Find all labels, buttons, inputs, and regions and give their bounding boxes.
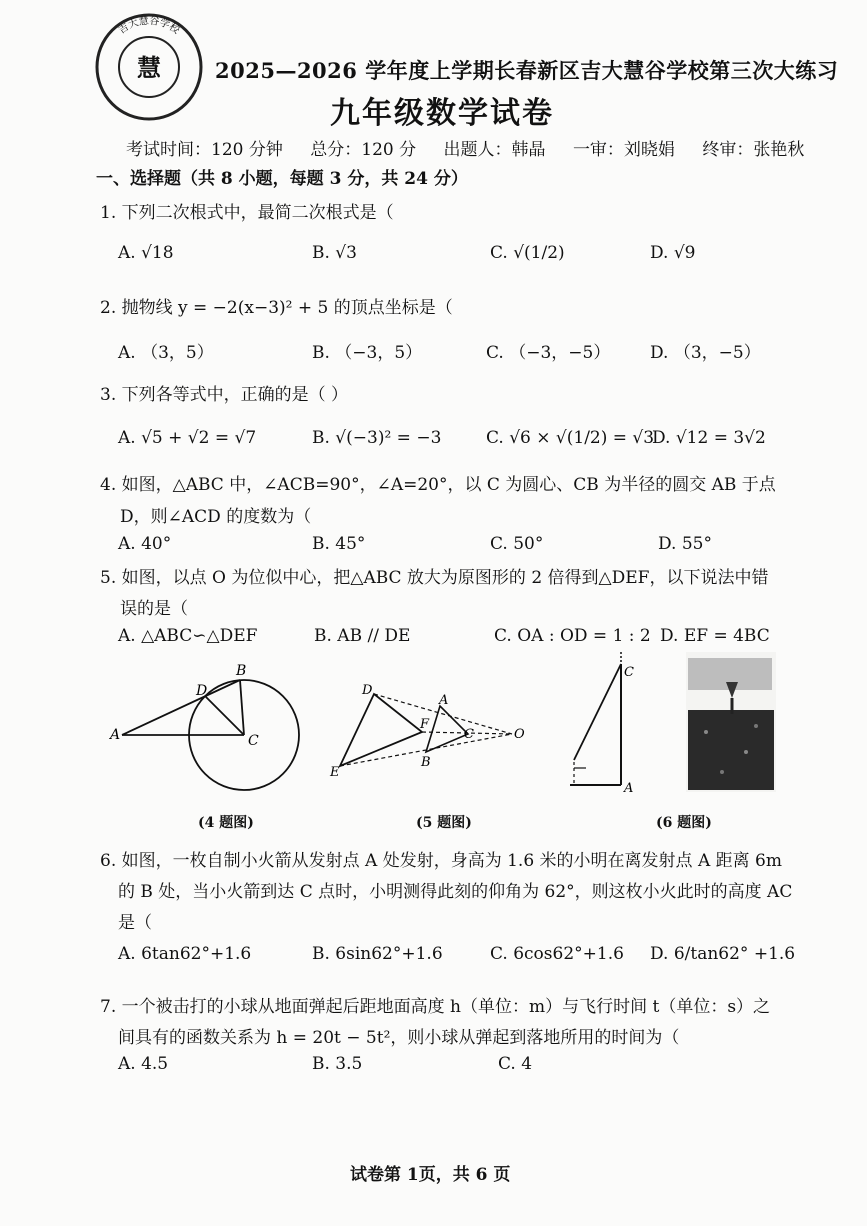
question-6-option-d: D. 6/tan62° +1.6: [650, 944, 796, 964]
fig5-label-d: D: [362, 683, 373, 698]
question-3-option-b: B. √(−3)² = −3: [312, 428, 442, 448]
first-reviewer: 一审：刘晓娟: [572, 140, 675, 160]
question-7-option-a: A. 4.5: [118, 1054, 169, 1074]
question-2-stem: 2. 抛物线 y = −2(x−3)² + 5 的顶点坐标是（: [100, 298, 453, 318]
question-5-option-a: A. △ABC∽△DEF: [118, 626, 258, 646]
question-7-option-c: C. 4: [498, 1054, 533, 1074]
section-heading: 一、选择题（共 8 小题，每题 3 分，共 24 分）: [96, 169, 468, 189]
question-1-option-d: D. √9: [650, 243, 696, 263]
question-3-option-c: C. √6 × √(1/2) = √3: [486, 428, 655, 448]
figure-6-caption: (6 题图): [656, 815, 712, 831]
question-4-option-b: B. 45°: [312, 534, 366, 554]
fig5-label-e: E: [330, 765, 340, 780]
question-3-stem: 3. 下列各等式中，正确的是（ ）: [100, 385, 349, 405]
exam-title-line1: 2025—2026 学年度上学期长春新区吉大慧谷学校第三次大练习: [215, 58, 839, 83]
author: 出题人：韩晶: [443, 140, 546, 160]
fig4-label-b: B: [236, 663, 247, 679]
svg-text:吉大慧谷学校: 吉大慧谷学校: [116, 15, 182, 37]
question-6-option-c: C. 6cos62°+1.6: [490, 944, 624, 964]
question-1-stem: 1. 下列二次根式中，最简二次根式是（: [100, 203, 394, 223]
question-2-option-a: A. （3，5）: [118, 343, 214, 363]
exam-info-row: [126, 135, 826, 160]
exam-time: 考试时间：120 分钟: [126, 140, 283, 160]
exam-title-line2: 九年级数学试卷: [330, 96, 554, 131]
fig5-label-f: F: [420, 717, 430, 732]
question-7-option-b: B. 3.5: [312, 1054, 363, 1074]
question-5-stem-cont: 误的是（: [120, 599, 188, 619]
question-4-option-c: C. 50°: [490, 534, 544, 554]
figure-4-circle-triangle: [108, 655, 308, 795]
fig5-label-c: C: [464, 727, 474, 742]
fig4-label-a: A: [110, 727, 121, 743]
question-1-option-b: B. √3: [312, 243, 357, 263]
final-reviewer: 终审：张艳秋: [702, 140, 805, 160]
question-6-option-a: A. 6tan62°+1.6: [118, 944, 252, 964]
figure-5-homothety: [322, 680, 532, 780]
fig5-label-o: O: [514, 727, 525, 742]
svg-text:慧: 慧: [137, 53, 161, 82]
question-1-option-c: C. √(1/2): [490, 243, 565, 263]
question-5-option-c: C. OA : OD = 1 : 2: [494, 626, 651, 646]
figure-6-rocket-triangle: [560, 650, 660, 800]
figure-5-caption: (5 题图): [416, 815, 472, 831]
question-6-stem: 6. 如图，一枚自制小火箭从发射点 A 处发射，身高为 1.6 米的小明在离发射点 A 距离 6m: [100, 851, 782, 871]
total-score: 总分：120 分: [310, 140, 417, 160]
question-6-option-b: B. 6sin62°+1.6: [312, 944, 443, 964]
rocket-photo-image: [686, 652, 776, 792]
question-7-stem: 7. 一个被击打的小球从地面弹起后距地面高度 h（单位：m）与飞行时间 t（单位：s）之: [100, 997, 771, 1017]
question-5-option-b: B. AB // DE: [314, 626, 411, 646]
question-7-stem-cont: 间具有的函数关系为 h = 20t − 5t²，则小球从弹起到落地所用的时间为（: [118, 1028, 680, 1048]
question-5-stem: 5. 如图，以点 O 为位似中心，把△ABC 放大为原图形的 2 倍得到△DEF，以下说法中错: [100, 568, 769, 588]
question-2-option-b: B. （−3，5）: [312, 343, 423, 363]
question-4-option-d: D. 55°: [658, 534, 712, 554]
figure-4-caption: (4 题图): [198, 815, 254, 831]
fig5-label-b: B: [421, 755, 431, 770]
question-6-stem-cont: 的 B 处，当小火箭到达 C 点时，小明测得此刻的仰角为 62°，则这枚小火此时的高度 AC: [118, 882, 793, 902]
fig5-label-a: A: [439, 693, 449, 708]
question-2-option-d: D. （3，−5）: [650, 343, 761, 363]
question-3-option-a: A. √5 + √2 = √7: [118, 428, 257, 448]
fig4-label-c: C: [248, 733, 259, 749]
question-4-stem-cont: D，则∠ACD 的度数为（: [120, 507, 312, 527]
question-1-option-a: A. √18: [118, 243, 174, 263]
question-6-stem-cont2: 是（: [118, 913, 152, 933]
question-2-option-c: C. （−3，−5）: [486, 343, 611, 363]
fig4-label-d: D: [196, 683, 208, 699]
question-3-option-d: D. √12 = 3√2: [652, 428, 766, 448]
fig6-label-c: C: [624, 665, 634, 680]
question-4-option-a: A. 40°: [118, 534, 172, 554]
school-seal-logo: [94, 12, 204, 122]
fig6-label-a: A: [624, 781, 634, 796]
page-footer: 试卷第 1页，共 6 页: [350, 1165, 511, 1185]
question-4-stem: 4. 如图，△ABC 中，∠ACB=90°，∠A=20°，以 C 为圆心、CB 为半径的圆交 AB 于点: [100, 475, 776, 495]
question-5-option-d: D. EF = 4BC: [660, 626, 770, 646]
